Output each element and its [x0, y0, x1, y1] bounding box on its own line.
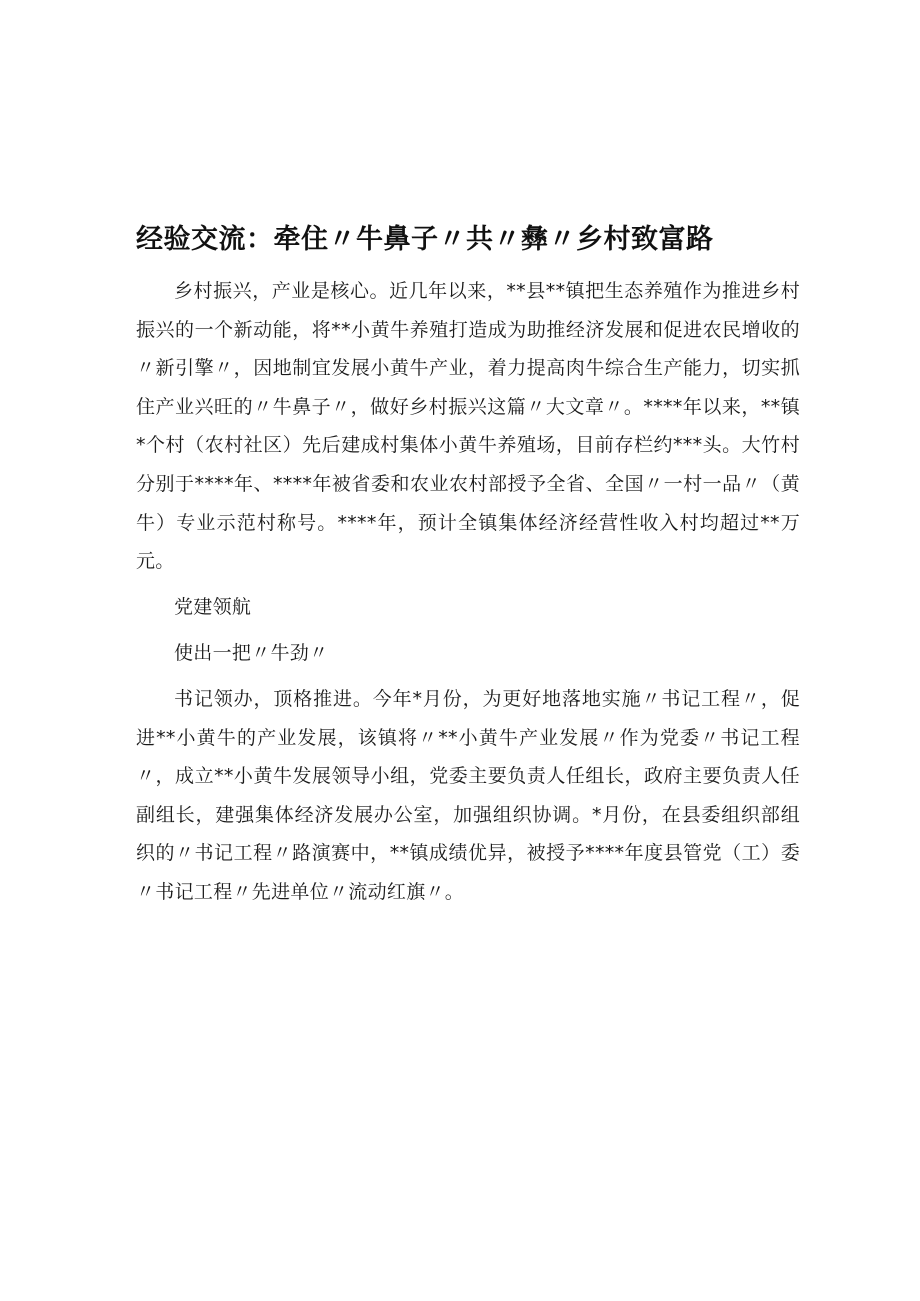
intro-paragraph: 乡村振兴，产业是核心。近几年以来，**县**镇把生态养殖作为推进乡村振兴的一个新动能，将**小黄牛养殖打造成为助推经济发展和促进农民增收的〃新引擎〃，因地制宜发展小黄牛产业，着力提高肉牛综合生产能力，切实抓住产业兴旺的〃牛鼻子〃，做好乡村振兴这篇〃大文章〃。****年以来，**镇*个村（农村社区）先后建成村集体小黄牛养殖场，目前存栏约***头。大竹村分别于****年、****年被省委和农业农村部授予全省、全国〃一村一品〃（黄牛）专业示范村称号。****年，预计全镇集体经济经营性收入村均超过**万元。 — [136, 280, 800, 573]
document-page — [136, 222, 800, 912]
section-subheading: 使出一把〃牛劲〃 — [174, 642, 329, 665]
body-paragraph: 书记领办，顶格推进。今年*月份，为更好地落地实施〃书记工程〃，促进**小黄牛的产业发展，该镇将〃**小黄牛产业发展〃作为党委〃书记工程〃，成立**小黄牛发展领导小组，党委主要负责人任组长，政府主要负责人任副组长，建强集体经济发展办公室，加强组织协调。*月份，在县委组织部组织的〃书记工程〃路演赛中，**镇成绩优异，被授予****年度县管党（工）委〃书记工程〃先进单位〃流动红旗〃。 — [136, 687, 800, 903]
document-title: 经验交流：牵住〃牛鼻子〃共〃彝〃乡村致富路 — [136, 224, 714, 255]
section-heading: 党建领航 — [174, 595, 252, 618]
